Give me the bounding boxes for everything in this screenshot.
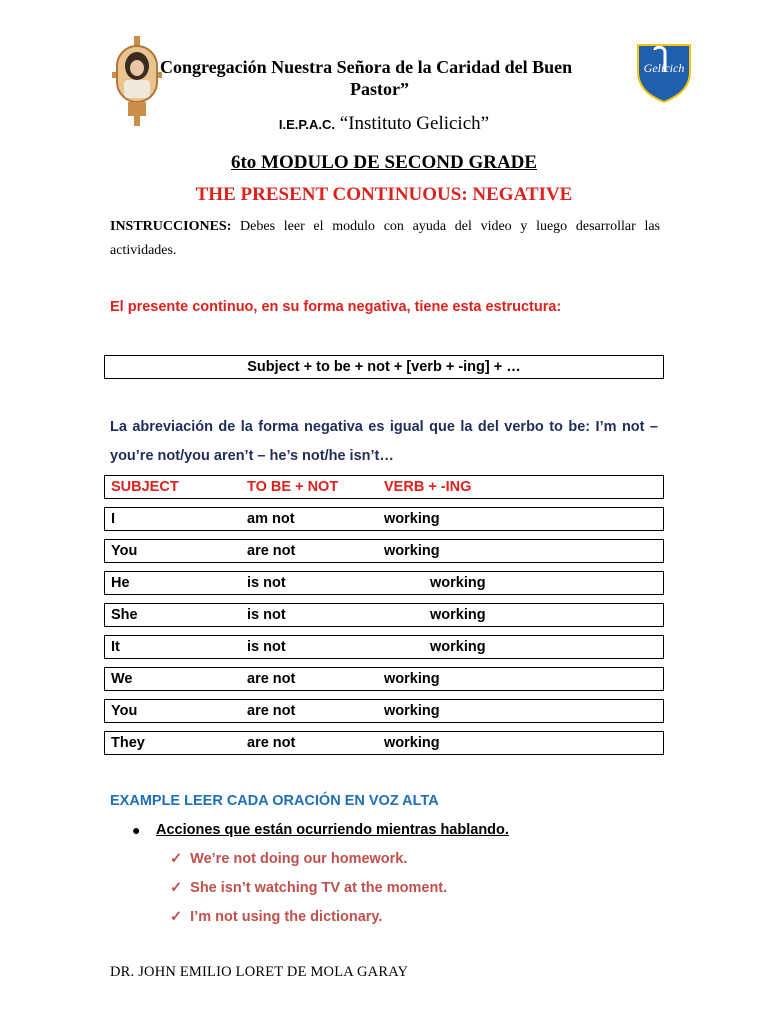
structure-formula-box: Subject + to be + not + [verb + -ing] + …	[104, 355, 664, 379]
table-cell-subject: It	[111, 639, 120, 655]
table-row	[104, 571, 664, 595]
table-cell-subject: He	[111, 575, 130, 591]
table-cell-to-be-not: is not	[247, 575, 286, 591]
bullet-dot-icon: ●	[132, 822, 141, 838]
table-cell-subject: She	[111, 607, 138, 623]
checkmark-icon: ✓	[170, 909, 183, 925]
table-cell-verb: working	[430, 607, 486, 623]
example-text: We’re not doing our homework.	[190, 851, 408, 867]
table-cell-verb: working	[384, 703, 440, 719]
table-cell-subject: They	[111, 735, 145, 751]
congregation-title-line2: Pastor”	[350, 79, 409, 99]
example-item	[170, 909, 382, 925]
congregation-title-line1: Congregación Nuestra Señora de la Caridad del Buen	[160, 57, 573, 77]
example-item	[170, 851, 407, 867]
table-cell-to-be-not: is not	[247, 607, 286, 623]
table-cell-to-be-not: are not	[247, 671, 296, 687]
table-cell-to-be-not: are not	[247, 735, 296, 751]
table-cell-subject: I	[111, 511, 116, 527]
table-cell-subject: We	[111, 671, 133, 687]
table-row	[104, 699, 664, 723]
table-cell-verb: working	[384, 543, 440, 559]
module-title: 6to MODULO DE SECOND GRADE	[230, 152, 538, 173]
topic-title: THE PRESENT CONTINUOUS: NEGATIVE	[195, 184, 573, 205]
table-cell-subject: You	[111, 543, 138, 559]
table-row	[104, 603, 664, 627]
table-header-subject: SUBJECT	[111, 479, 179, 495]
table-row	[104, 635, 664, 659]
table-header-row	[104, 475, 664, 499]
abbreviation-note: La abreviación de la forma negativa es igual que la del verbo to be: I’m not – you’re not/you aren’t – he’s not/he isn’t…	[110, 419, 658, 464]
example-heading: EXAMPLE LEER CADA ORACIÓN EN VOZ ALTA	[110, 793, 439, 809]
table-row	[104, 539, 664, 563]
footer-author: DR. JOHN EMILIO LORET DE MOLA GARAY	[110, 964, 409, 980]
instructions-label: INSTRUCCIONES:	[110, 219, 232, 234]
table-cell-verb: working	[384, 511, 440, 527]
instructions-text: Debes leer el modulo con ayuda del video y luego desarrollar las actividades.	[110, 219, 660, 258]
institute-line	[0, 113, 768, 135]
table-cell-to-be-not: am not	[247, 511, 295, 527]
table-cell-verb: working	[384, 735, 440, 751]
table-cell-verb: working	[384, 671, 440, 687]
table-cell-verb: working	[430, 639, 486, 655]
structure-intro: El presente continuo, en su forma negativa, tiene esta estructura:	[110, 299, 562, 315]
checkmark-icon: ✓	[170, 851, 183, 867]
institute-name: “Instituto Gelicich”	[339, 113, 490, 134]
table-cell-to-be-not: are not	[247, 703, 296, 719]
table-cell-verb: working	[430, 575, 486, 591]
checkmark-icon: ✓	[170, 880, 183, 896]
table-row	[104, 507, 664, 531]
table-cell-subject: You	[111, 703, 138, 719]
example-text: I’m not using the dictionary.	[190, 909, 383, 925]
examples-bullet: Acciones que están ocurriendo mientras hablando.	[156, 822, 509, 838]
table-header-verb-ing: VERB + -ING	[384, 479, 472, 495]
shield-logo-text: Gelicich	[643, 61, 685, 75]
table-header-to-be-not: TO BE + NOT	[247, 479, 339, 495]
instructions-paragraph	[110, 215, 660, 263]
example-item	[170, 880, 447, 896]
table-cell-to-be-not: are not	[247, 543, 296, 559]
gelicich-shield-logo	[635, 42, 693, 104]
table-row	[104, 731, 664, 755]
institute-abbr: I.E.P.A.C.	[278, 117, 336, 132]
table-cell-to-be-not: is not	[247, 639, 286, 655]
table-row	[104, 667, 664, 691]
congregation-title	[160, 56, 630, 100]
example-text: She isn’t watching TV at the moment.	[190, 880, 448, 896]
